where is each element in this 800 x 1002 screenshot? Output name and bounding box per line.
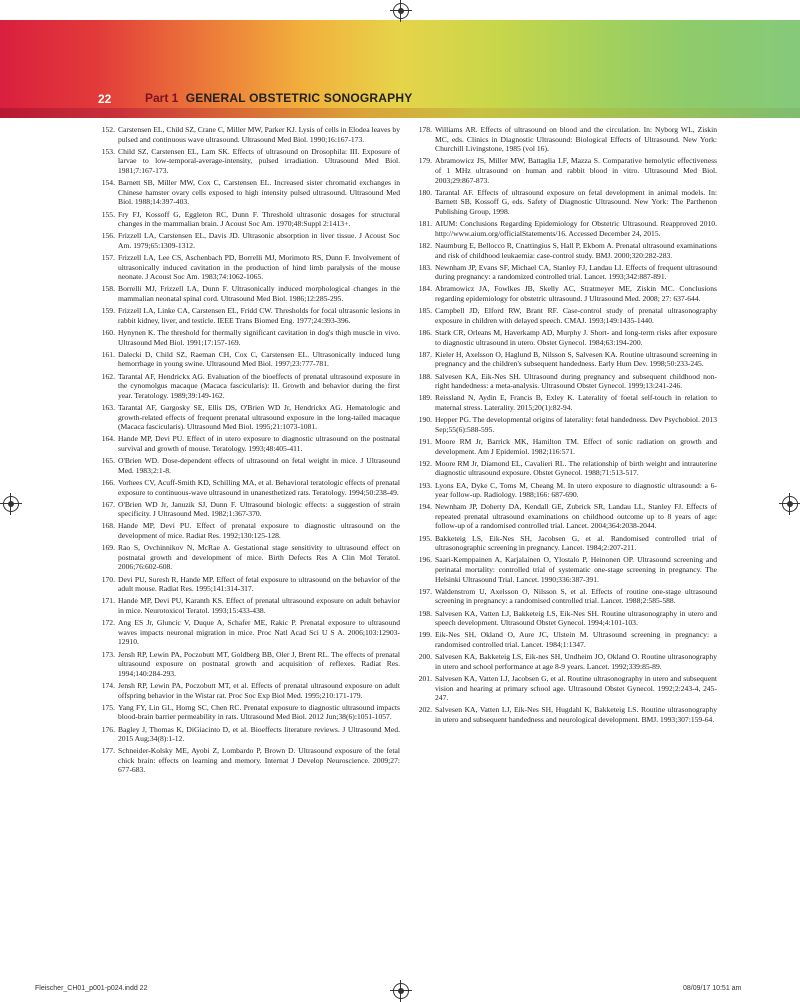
part-label	[145, 91, 412, 105]
reference-text: Salvesen KA, Bakketeig LS, Eik-nes SH, Undheim JO, Okland O. Routine ultrasonography in utero and school performance at age 8-9 years. Lancet. 1992;339:85-89.	[435, 652, 717, 671]
references-column-left	[98, 125, 400, 778]
reference-number: 159.	[101, 306, 115, 316]
reference-text: Salvesen KA, Vatten LJ, Bakketeig LS, Eik-Nes SH. Routine ultrasonography in utero and speech development. Ultrasound Obstet Gynecol. 1994;4:101-103.	[435, 608, 717, 628]
reference-item	[415, 502, 717, 531]
reference-text: Hynynen K. The threshold for thermally significant cavitation in dog's thigh muscle in vivo. Ultrasound Med Biol. 1991;17:157-169.	[118, 328, 400, 347]
reference-text: Campbell JD, Elford RW, Brant RF. Case-control study of prenatal ultrasonography exposure in children with delayed speech. CMAJ. 1993;149:1435-1440.	[435, 306, 717, 325]
reference-number: 197.	[418, 586, 432, 596]
reference-text: Tarantal AF. Effects of ultrasound exposure on fetal development in animal models. In: Barnett SB, Kossoff G, eds. Safety of Diagnostic Ultrasound. New York: The Parthenon Publishing Group, 1998.	[435, 187, 717, 216]
reference-text: Naumburg E, Bellocco R, Cnattingius S, Hall P, Ekbom A. Prenatal ultrasound examinations and risk of childhood leukaemia: case-control study. BMJ. 2000;320:282-283.	[435, 240, 717, 260]
reference-number: 157.	[101, 253, 115, 263]
reference-number: 186.	[418, 328, 432, 338]
reference-text: Eik-Nes SH, Okland O, Aure JC, Ulstein M. Ultrasound screening in pregnancy: a randomised controlled trial. Lancet. 1984;1:1347.	[435, 630, 717, 649]
reference-item	[415, 437, 717, 456]
reference-text: Tarantal AF, Hendrickx AG. Evaluation of the bioeffects of prenatal ultrasound exposure in the cynomolgus macaque (Macaca fascicularis): II. Growth and behavior during the first year. Teratology. 1989;39:149-162.	[118, 371, 400, 400]
reference-item	[98, 178, 400, 207]
reference-item	[98, 306, 400, 325]
reference-number: 158.	[101, 284, 115, 294]
reference-item	[98, 725, 400, 744]
reference-text: Child SZ, Carstensen EL, Lam SK. Effects of ultrasound on Drosophila: III. Exposure of larvae to low-temporal-average-intensity, pulsed irradiation. Ultrasound Med Biol. 1981;7:167-173.	[118, 146, 400, 175]
reference-text: Stark CR, Orleans M, Haverkamp AD, Murphy J. Short- and long-term risks after exposure to diagnostic ultrasound in utero. Obstet Gynecol. 1984;63:194-200.	[435, 328, 717, 347]
reference-text: Jensh RP, Lewin PA, Poczobutt MT, Goldberg BB, Oler J, Brent RL. The effects of prenatal ultrasound exposure on postnatal growth and acquisition of reflexes. Radiat Res. 1994;140:284-293.	[118, 649, 400, 678]
reference-text: Rao S, Ovchinnikov N, McRae A. Gestational stage sensitivity to ultrasound effect on postnatal growth and development of mice. Birth Defects Res A Clin Mol Teratol. 2006;76:602-608.	[118, 543, 400, 572]
registration-mark-top-icon	[393, 3, 409, 19]
reference-text: Frizzell LA, Carstensen EL, Davis JD. Ultrasonic absorption in liver tissue. J Acoust Soc Am. 1979;65:1309-1312.	[118, 231, 400, 250]
reference-item	[415, 306, 717, 325]
reference-text: Hande MP, Devi PU, Karanth KS. Effect of prenatal ultrasound exposure on adult behavior in mice. Neurotoxicol Teratol. 1993;15:433-438.	[118, 596, 400, 615]
reference-number: 164.	[101, 434, 115, 444]
reference-item	[98, 703, 400, 722]
reference-text: Carstensen EL, Child SZ, Crane C, Miller MW, Parker KJ. Lysis of cells in Elodea leaves by pulsed and continuous wave ultrasound. Ultrasound Med Biol. 1990;16:167-173.	[118, 125, 400, 144]
reference-item	[415, 652, 717, 671]
reference-item	[98, 350, 400, 369]
reference-number: 162.	[101, 371, 115, 381]
reference-number: 200.	[418, 652, 432, 662]
reference-text: Frizzell LA, Lee CS, Aschenbach PD, Borrelli MJ, Morimoto RS, Dunn F. Involvement of ultrasonically induced cavitation in the production of hind limb paralysis of the mouse neonate. J Acoust Soc Am. 1983;74:1062-1065.	[118, 253, 400, 282]
reference-text: Kieler H, Axelsson O, Haglund B, Nilsson S, Salvesen KA. Routine ultrasound screening in pregnancy and the children's subsequent handedness. Early Hum Dev. 1998;50:233-245.	[435, 349, 717, 369]
reference-item	[98, 650, 400, 679]
reference-text: AIUM: Conclusions Regarding Epidemiology for Obstetric Ultrasound. Reapproved 2010. http://www.aium.org/officialStatements/16. Accessed December 24, 2015.	[435, 219, 717, 238]
reference-number: 160.	[101, 328, 115, 338]
reference-text: Dalecki D, Child SZ, Raeman CH, Cox C, Carstensen EL. Ultrasonically induced lung hemorrhage in young swine. Ultrasound Med Biol. 1997;23:777-781.	[118, 349, 400, 369]
reference-item	[98, 521, 400, 540]
reference-text: Ang ES Jr, Gluncic V, Duque A, Schafer ME, Rakic P. Prenatal exposure to ultrasound waves impacts neuronal migration in mice. Proc Natl Acad Sci U S A. 2006;103:12903-12910.	[118, 618, 400, 647]
reference-number: 172.	[101, 618, 115, 628]
registration-mark-right-icon	[782, 496, 798, 512]
reference-text: Moore RM Jr, Diamond EL, Cavalieri RL. The relationship of birth weight and intrauterine diagnostic ultrasound exposure. Obstet Gynecol. 1988;71:513-517.	[435, 458, 717, 478]
reference-item	[415, 481, 717, 500]
reference-item	[98, 596, 400, 615]
reference-number: 173.	[101, 649, 115, 659]
reference-number: 201.	[418, 673, 432, 683]
reference-number: 156.	[101, 231, 115, 241]
reference-number: 191.	[418, 436, 432, 446]
reference-text: Moore RM Jr, Barrick MK, Hamilton TM. Effect of sonic radiation on growth and development. Am J Epidemiol. 1982;116:571.	[435, 436, 717, 456]
reference-text: O'Brien WD. Dose-dependent effects of ultrasound on fetal weight in mice. J Ultrasound Med. 1983;2:1-8.	[118, 456, 400, 475]
reference-text: Newnham JP, Doherty DA, Kendall GE, Zubrick SR, Landau LL, Stanley FJ. Effects of repeated prenatal ultrasound examinations on childhood outcome up to 8 years of age: follow-up of a randomised controlled trial. Lancet. 2004;364:2038-2044.	[435, 502, 717, 531]
reference-number: 163.	[101, 402, 115, 412]
reference-text: Barnett SB, Miller MW, Cox C, Carstensen EL. Increased sister chromatid exchanges in Chinese hamster ovary cells exposed to high intensity pulsed ultrasound. Ultrasound Med Biol. 1988;14:397-403.	[118, 178, 400, 207]
reference-item	[415, 284, 717, 303]
reference-text: Schneider-Kolsky ME, Ayobi Z, Lombardo P, Brown D. Ultrasound exposure of the fetal chick brain: effects on learning and memory. Internat J Develop Neuroscience. 2009;27: 677-683.	[118, 746, 400, 775]
reference-number: 182.	[418, 240, 432, 250]
part-number: Part 1	[145, 91, 179, 105]
reference-text: Devi PU, Suresh R, Hande MP. Effect of fetal exposure to ultrasound on the behavior of the adult mouse. Radiat Res. 1995;141:314-317.	[118, 574, 400, 594]
references-column-right	[415, 125, 717, 727]
reference-number: 193.	[418, 480, 432, 490]
reference-number: 180.	[418, 187, 432, 197]
reference-number: 168.	[101, 521, 115, 531]
footer-timestamp: 08/09/17 10:51 am	[683, 985, 742, 992]
reference-number: 185.	[418, 306, 432, 316]
reference-text: Hepper PG. The developmental origins of laterality: fetal handedness. Dev Psychobiol. 2013 Sep;55(6):588-595.	[435, 415, 717, 434]
reference-text: Abramowicz JS, Miller MW, Battaglia LF, Mazza S. Comparative hemolytic effectiveness of 1 MHz ultrasound on human and rabbit blood in vitro. Ultrasound Med Biol. 2003;29:867-873.	[435, 156, 717, 185]
reference-item	[415, 372, 717, 391]
reference-text: Reissland N, Aydin E, Francis B, Exley K. Laterality of foetal self-touch in relation to maternal stress. Laterality. 2015;20(1):82-94.	[435, 393, 717, 412]
reference-item	[415, 125, 717, 154]
reference-number: 178.	[418, 125, 432, 134]
reference-number: 194.	[418, 502, 432, 512]
reference-number: 174.	[101, 680, 115, 690]
reference-item	[98, 456, 400, 475]
reference-item	[98, 746, 400, 775]
reference-item	[98, 681, 400, 700]
reference-text: Bagley J, Thomas K, DiGiacinto D, et al. Bioeffects literature reviews. J Ultrasound Med. 2015 Aug;34(8):1-12.	[118, 724, 400, 744]
reference-number: 184.	[418, 284, 432, 294]
reference-number: 154.	[101, 178, 115, 188]
reference-text: Salvesen KA, Vatten LJ, Eik-Nes SH, Hugdahl K, Bakketeig LS. Routine ultrasonography in utero and subsequent handedness and neurological development. BMJ. 1993;307:159-64.	[435, 705, 717, 724]
reference-number: 202.	[418, 705, 432, 715]
reference-number: 170.	[101, 574, 115, 584]
reference-item	[98, 147, 400, 176]
reference-text: O'Brien WD Jr, Januzik SJ, Dunn F. Ultrasound biologic effects: a suggestion of strain specificity. J Ultrasound Med. 1982;1:367-370.	[118, 499, 400, 519]
section-title: GENERAL OBSTETRIC SONOGRAPHY	[185, 91, 413, 105]
reference-item	[98, 125, 400, 144]
reference-number: 183.	[418, 262, 432, 272]
reference-number: 167.	[101, 499, 115, 509]
reference-text: Abramowicz JA, Fowlkes JB, Skelly AC, Stratmeyer ME, Ziskin MC. Conclusions regarding epidemiology for obstetric ultrasound. J Ultrasound Med. 2008; 27: 637-644.	[435, 284, 717, 304]
reference-number: 198.	[418, 608, 432, 618]
reference-number: 199.	[418, 630, 432, 640]
reference-text: Frizzell LA, Linke CA, Carstensen EL, Fridd CW. Thresholds for focal ultrasonic lesions in rabbit kidney, liver, and testicle. IEEE Trans Biomed Eng. 1977;24:393-396.	[118, 306, 400, 325]
reference-text: Lyons EA, Dyke C, Toms M, Cheang M. In utero exposure to diagnostic ultrasound: a 6-year follow-up. Radiology. 1988;166: 687-690.	[435, 480, 717, 500]
header-banner-strip	[0, 108, 800, 118]
reference-item	[98, 403, 400, 432]
reference-number: 171.	[101, 596, 115, 606]
reference-text: Salvesen KA, Eik-Nes SH. Ultrasound during pregnancy and subsequent childhood non-right handedness: a meta-analysis. Ultrasound Obstet Gynecol. 1999;13:241-246.	[435, 371, 717, 391]
reference-item	[415, 241, 717, 260]
reference-item	[98, 575, 400, 594]
registration-mark-bottom-icon	[393, 983, 409, 999]
reference-number: 152.	[101, 125, 115, 134]
reference-number: 189.	[418, 393, 432, 403]
reference-item	[415, 534, 717, 553]
reference-item	[415, 609, 717, 628]
reference-number: 166.	[101, 477, 115, 487]
reference-item	[415, 219, 717, 238]
reference-item	[98, 284, 400, 303]
reference-text: Borrelli MJ, Frizzell LA, Dunn F. Ultrasonically induced morphological changes in the mammalian neonatal spinal cord. Ultrasound Med Biol. 1986;12:285-295.	[118, 284, 400, 304]
reference-text: Yang FY, Lin GL, Horng SC, Chen RC. Prenatal exposure to diagnostic ultrasound impacts blood-brain barrier permeability in rats. Ultrasound Med Biol. 2012 Jun;38(6):1051-1057.	[118, 702, 400, 722]
reference-item	[98, 372, 400, 401]
reference-text: Tarantal AF, Gargosky SE, Ellis DS, O'Brien WD Jr, Hendrickx AG. Hematologic and growth-related effects of frequent prenatal ultrasound exposure in the long-tailed macaque (Macaca fascicularis). Ultrasound Med Biol. 1995;21:1073-1081.	[118, 402, 400, 432]
reference-text: Hande MP, Devi PU. Effect of in utero exposure to diagnostic ultrasound on the postnatal survival and growth of mouse. Teratology. 1993;48:405-411.	[118, 434, 400, 453]
reference-item	[98, 253, 400, 282]
reference-item	[415, 459, 717, 478]
reference-number: 161.	[101, 349, 115, 359]
reference-item	[98, 210, 400, 229]
reference-item	[415, 630, 717, 649]
reference-item	[415, 415, 717, 434]
reference-item	[415, 393, 717, 412]
reference-number: 190.	[418, 415, 432, 425]
reference-item	[98, 543, 400, 572]
registration-mark-left-icon	[3, 496, 19, 512]
reference-number: 175.	[101, 702, 115, 712]
reference-item	[98, 618, 400, 647]
reference-number: 165.	[101, 456, 115, 466]
reference-number: 188.	[418, 371, 432, 381]
reference-number: 169.	[101, 543, 115, 553]
reference-item	[98, 328, 400, 347]
footer-file-name: Fleischer_CH01_p001-p024.indd 22	[35, 985, 148, 992]
reference-item	[415, 350, 717, 369]
reference-item	[415, 188, 717, 217]
reference-text: Fry FJ, Kossoff G, Eggleton RC, Dunn F. Threshold ultrasonic dosages for structural changes in the mammalian brain. J Acoust Soc Am. 1970;48:Suppl 2:1413+.	[118, 209, 400, 229]
reference-number: 187.	[418, 349, 432, 359]
page-number: 22	[98, 92, 112, 106]
reference-number: 153.	[101, 146, 115, 156]
reference-text: Jensh RP, Lewin PA, Poczobutt MT, et al. Effects of prenatal ultrasound exposure on adult offspring behavior in the Wistar rat. Proc Soc Exp Biol Med. 1995;210:171-179.	[118, 680, 400, 700]
reference-item	[415, 263, 717, 282]
reference-item	[98, 478, 400, 497]
reference-text: Williams AR. Effects of ultrasound on blood and the circulation. In: Nyborg WL, Ziskin MC, eds. Clinics in Diagnostic Ultrasound: Biological Effects of Ultrasound. New York: Churchill Livingstone, 1985 (vol 16).	[435, 125, 717, 154]
reference-text: Newnham JP, Evans SF, Michael CA, Stanley FJ, Landau LI. Effects of frequent ultrasound during pregnancy: a randomized controlled trial. Lancet. 1993;342:887-891.	[435, 262, 717, 282]
reference-text: Hande MP, Devi PU. Effect of prenatal exposure to diagnostic ultrasound on the development of mice. Radiat Res. 1992;130:125-128.	[118, 521, 400, 541]
reference-item	[98, 231, 400, 250]
reference-item	[415, 555, 717, 584]
reference-number: 179.	[418, 156, 432, 166]
reference-number: 181.	[418, 219, 432, 229]
reference-text: Saari-Kemppainen A, Karjalainen O, Ylostalo P, Heinonen OP. Ultrasound screening and perinatal mortality: controlled trial of systematic one-stage screening in pregnancy. The Helsinki Ultrasound Trial. Lancet. 1990;336:387-391.	[435, 555, 717, 584]
reference-item	[98, 500, 400, 519]
reference-number: 192.	[418, 458, 432, 468]
reference-text: Vorhees CV, Acuff-Smith KD, Schilling MA, et al. Behavioral teratologic effects of prenatal exposure to continuous-wave ultrasound in unanesthetized rats. Teratology. 1994;50:238-49.	[118, 477, 400, 497]
reference-item	[415, 705, 717, 724]
reference-item	[415, 587, 717, 606]
reference-item	[98, 434, 400, 453]
reference-number: 176.	[101, 724, 115, 734]
reference-text: Bakketeig LS, Eik-Nes SH, Jacobsen G, et al. Randomised controlled trial of ultrasonographic screening in pregnancy. Lancet. 1984;2:207-211.	[435, 533, 717, 553]
reference-item	[415, 156, 717, 185]
reference-number: 177.	[101, 746, 115, 756]
reference-number: 155.	[101, 209, 115, 219]
reference-text: Salvesen KA, Vatten LJ, Jacobsen G, et al. Routine ultrasonography in utero and subsequent vision and hearing at primary school age. Ultrasound Obstet Gynecol. 1992;2:243-4, 245-247.	[435, 673, 717, 703]
reference-text: Waldenstrom U, Axelsson O, Nilsson S, et al. Effects of routine one-stage ultrasound screening in pregnancy: a randomised controlled trial. Lancet. 1988;2:585-588.	[435, 586, 717, 606]
reference-item	[415, 328, 717, 347]
reference-number: 196.	[418, 555, 432, 565]
reference-item	[415, 674, 717, 703]
reference-number: 195.	[418, 533, 432, 543]
